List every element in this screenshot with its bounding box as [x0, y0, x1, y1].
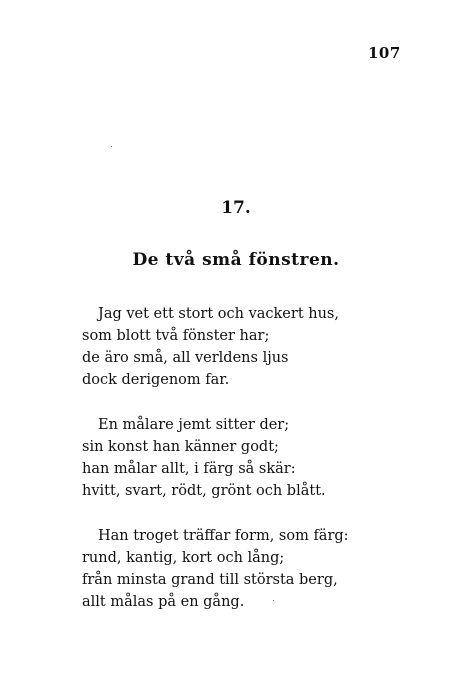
poem-line: sin konst han känner godt; [82, 439, 279, 455]
poem-line: Han troget träffar form, som färg: [98, 528, 349, 544]
poem-line: från minsta grand till största berg, [82, 572, 338, 588]
poem-number: 17. [221, 198, 251, 218]
page-number: 107 [368, 44, 401, 62]
poem-line: rund, kantig, kort och lång; [82, 550, 285, 566]
poem-line: hvitt, svart, rödt, grönt och blått. [82, 483, 326, 499]
paper-speck [111, 146, 112, 147]
poem-line: de äro små, all verldens ljus [82, 350, 289, 366]
paper-speck [273, 600, 274, 601]
poem-line: som blott två fönster har; [82, 328, 270, 344]
poem-line: han målar allt, i färg så skär: [82, 461, 296, 477]
poem-line: allt målas på en gång. [82, 594, 245, 610]
poem-line: dock derigenom far. [82, 372, 230, 388]
poem-line: En målare jemt sitter der; [98, 417, 290, 433]
poem-line: Jag vet ett stort och vackert hus, [98, 306, 339, 322]
poem-title: De två små fönstren. [132, 250, 340, 270]
